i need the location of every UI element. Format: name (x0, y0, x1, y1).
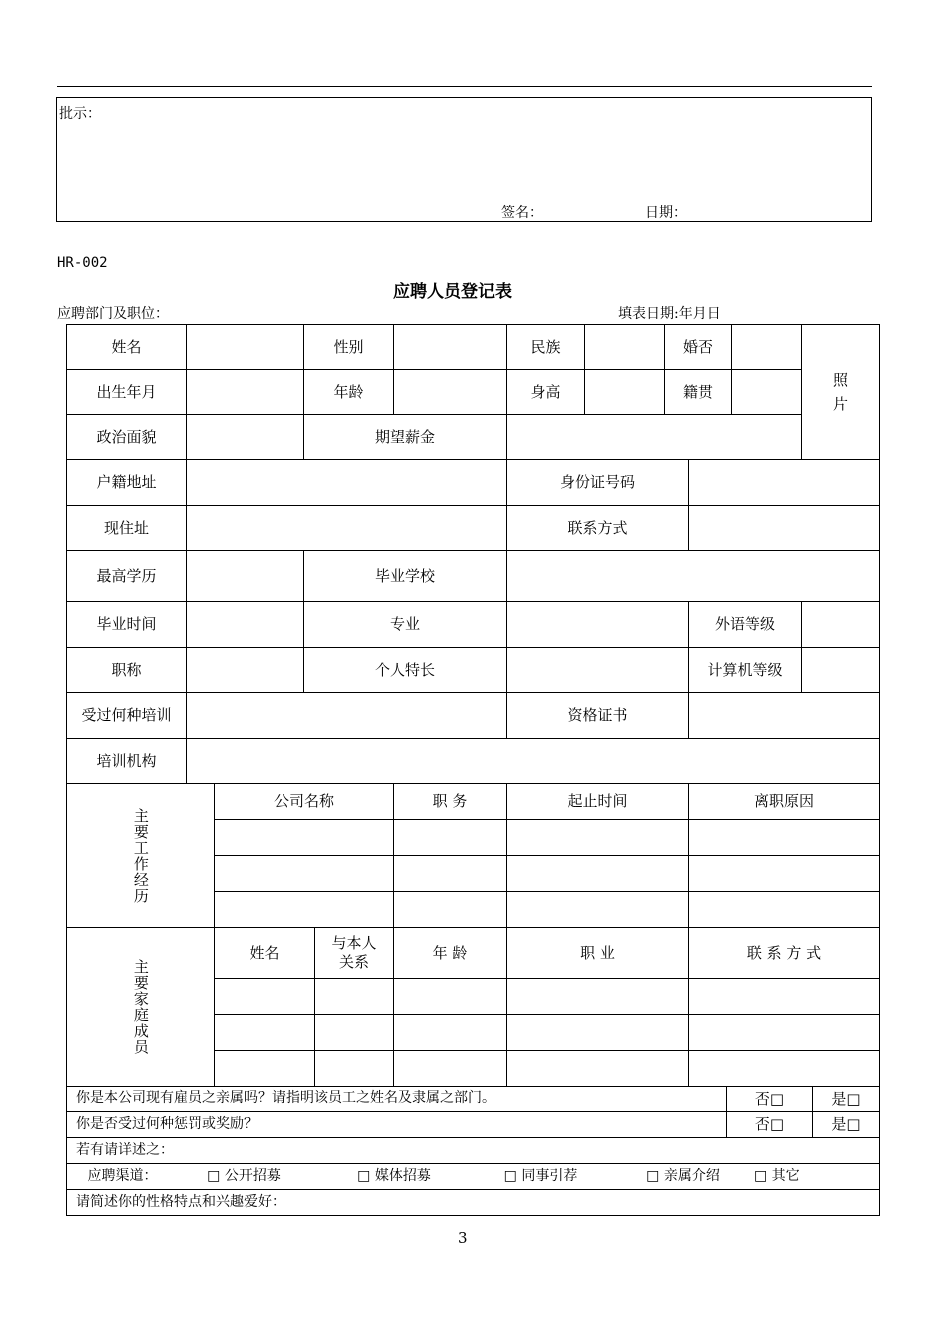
family-cell[interactable] (214, 1014, 315, 1051)
label-salary: 期望薪金 (303, 414, 507, 460)
field-school[interactable] (506, 550, 880, 602)
work-cell[interactable] (393, 855, 507, 892)
field-marital[interactable] (731, 324, 802, 370)
field-age[interactable] (393, 369, 507, 415)
dept-position-label: 应聘部门及职位： (57, 306, 169, 322)
family-cell[interactable] (393, 1014, 507, 1051)
family-cell[interactable] (506, 1050, 689, 1087)
field-origin[interactable] (731, 369, 802, 415)
family-header-name: 姓名 (214, 927, 315, 979)
label-education: 最高学历 (66, 550, 187, 602)
question-discipline-no[interactable]: 否□ (726, 1111, 813, 1138)
work-header-period: 起止时间 (506, 783, 689, 820)
work-cell[interactable] (688, 855, 880, 892)
family-header-occupation: 职 业 (506, 927, 689, 979)
label-gender: 性别 (303, 324, 394, 370)
family-header-contact: 联 系 方 式 (688, 927, 880, 979)
work-cell[interactable] (506, 891, 689, 928)
label-birth: 出生年月 (66, 369, 187, 415)
label-ethnicity: 民族 (506, 324, 585, 370)
approval-label: 批示： (59, 106, 101, 122)
channel-label: 应聘渠道： (87, 1167, 158, 1184)
label-marital: 婚否 (664, 324, 732, 370)
family-cell[interactable] (506, 1014, 689, 1051)
label-specialty: 个人特长 (303, 647, 507, 693)
field-major[interactable] (506, 601, 689, 648)
work-cell[interactable] (393, 891, 507, 928)
label-name: 姓名 (66, 324, 187, 370)
work-cell[interactable] (214, 855, 394, 892)
question-relative-no[interactable]: 否□ (726, 1086, 813, 1112)
field-contact[interactable] (688, 505, 880, 551)
work-cell[interactable] (506, 819, 689, 856)
field-gender[interactable] (393, 324, 507, 370)
photo-cell[interactable] (801, 324, 880, 460)
field-specialty[interactable] (506, 647, 689, 693)
field-education[interactable] (186, 550, 304, 602)
field-institution[interactable] (186, 738, 880, 784)
field-height[interactable] (584, 369, 665, 415)
channel-option-public[interactable]: □ 公开招募 (207, 1167, 281, 1184)
label-age: 年龄 (303, 369, 394, 415)
photo-label: 照片 (832, 371, 848, 413)
work-cell[interactable] (688, 891, 880, 928)
field-title[interactable] (186, 647, 304, 693)
work-cell[interactable] (214, 819, 394, 856)
personality-row[interactable]: 请简述你的性格特点和兴趣爱好： (66, 1189, 880, 1216)
work-cell[interactable] (393, 819, 507, 856)
question-discipline: 你是否受过何种惩罚或奖励？ (66, 1111, 727, 1138)
work-section-label (66, 783, 215, 928)
field-birth[interactable] (186, 369, 304, 415)
work-section-text: 主要工作经历 (131, 807, 150, 904)
label-address: 现住址 (66, 505, 187, 551)
field-political[interactable] (186, 414, 304, 460)
signature-label: 签名： (501, 205, 543, 221)
label-training: 受过何种培训 (66, 692, 187, 739)
family-cell[interactable] (393, 1050, 507, 1087)
work-cell[interactable] (506, 855, 689, 892)
field-certificate[interactable] (688, 692, 880, 739)
work-header-reason: 离职原因 (688, 783, 880, 820)
family-cell[interactable] (314, 1014, 394, 1051)
question-relative-yes[interactable]: 是□ (812, 1086, 880, 1112)
channel-option-referral[interactable]: □ 同事引荐 (503, 1167, 578, 1184)
family-cell[interactable] (214, 978, 315, 1015)
field-ethnicity[interactable] (584, 324, 665, 370)
label-computer: 计算机等级 (688, 647, 802, 693)
channel-option-other[interactable]: □ 其它 (754, 1167, 800, 1184)
label-contact: 联系方式 (506, 505, 689, 551)
family-cell[interactable] (688, 978, 880, 1015)
form-code: HR-002 (57, 255, 108, 271)
fill-date-label: 填表日期:年月日 (618, 306, 721, 322)
work-header-company: 公司名称 (214, 783, 394, 820)
label-origin: 籍贯 (664, 369, 732, 415)
field-household[interactable] (186, 459, 507, 506)
work-cell[interactable] (688, 819, 880, 856)
family-cell[interactable] (688, 1050, 880, 1087)
field-idno[interactable] (688, 459, 880, 506)
family-section-label (66, 927, 215, 1087)
family-section-text: 主要家庭成员 (131, 959, 150, 1055)
page-number: 3 (458, 1229, 468, 1247)
label-household: 户籍地址 (66, 459, 187, 506)
form-title: 应聘人员登记表 (393, 282, 512, 302)
field-language[interactable] (801, 601, 880, 648)
label-gradtime: 毕业时间 (66, 601, 187, 648)
family-cell[interactable] (688, 1014, 880, 1051)
label-title: 职称 (66, 647, 187, 693)
label-height: 身高 (506, 369, 585, 415)
family-cell[interactable] (506, 978, 689, 1015)
family-cell[interactable] (214, 1050, 315, 1087)
detail-row[interactable]: 若有请详述之： (66, 1137, 880, 1164)
top-rule (57, 86, 872, 87)
field-computer[interactable] (801, 647, 880, 693)
family-header-age: 年 龄 (393, 927, 507, 979)
work-cell[interactable] (214, 891, 394, 928)
question-discipline-yes[interactable]: 是□ (812, 1111, 880, 1138)
family-cell[interactable] (314, 1050, 394, 1087)
channel-option-media[interactable]: □ 媒体招募 (357, 1167, 431, 1184)
field-name[interactable] (186, 324, 304, 370)
family-cell[interactable] (393, 978, 507, 1015)
approval-box (56, 97, 872, 222)
label-political: 政治面貌 (66, 414, 187, 460)
label-language: 外语等级 (688, 601, 802, 648)
family-cell[interactable] (314, 978, 394, 1015)
label-school: 毕业学校 (303, 550, 507, 602)
family-header-relation: 与本人关系 (314, 927, 394, 979)
label-institution: 培训机构 (66, 738, 187, 784)
label-major: 专业 (303, 601, 507, 648)
field-gradtime[interactable] (186, 601, 304, 648)
label-certificate: 资格证书 (506, 692, 689, 739)
field-salary[interactable] (506, 414, 802, 460)
field-address[interactable] (186, 505, 507, 551)
work-header-position: 职 务 (393, 783, 507, 820)
label-idno: 身份证号码 (506, 459, 689, 506)
date-label: 日期： (645, 205, 687, 221)
channel-option-relative[interactable]: □ 亲属介绍 (646, 1167, 720, 1184)
channel-row (66, 1163, 880, 1190)
question-relative: 你是本公司现有雇员之亲属吗？请指明该员工之姓名及隶属之部门。 (66, 1086, 727, 1112)
field-training[interactable] (186, 692, 507, 739)
